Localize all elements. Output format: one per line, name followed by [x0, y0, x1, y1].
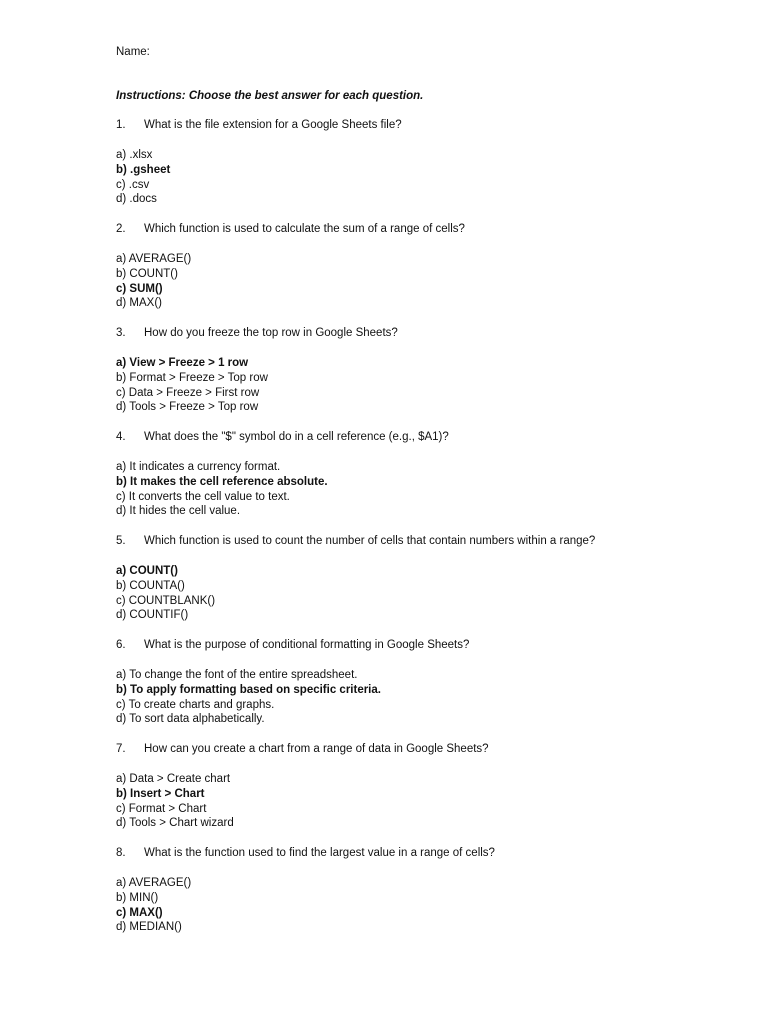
- instructions: Instructions: Choose the best answer for each question.: [116, 90, 424, 102]
- question-number: 5.: [116, 535, 126, 547]
- question-3: [116, 326, 736, 415]
- question-text: How do you freeze the top row in Google Sheets?: [144, 327, 398, 339]
- question-number: 7.: [116, 743, 126, 755]
- question-1: [116, 118, 736, 207]
- answer-option: b) Format > Freeze > Top row: [116, 371, 268, 384]
- question-line: [116, 326, 736, 340]
- answer-option: d) Tools > Freeze > Top row: [116, 401, 259, 414]
- answer-option: b) COUNTA(): [116, 579, 185, 592]
- answer-option: d) MEDIAN(): [116, 921, 182, 934]
- question-2: [116, 222, 736, 311]
- question-number: 2.: [116, 223, 126, 235]
- answer-option: a) AVERAGE(): [116, 253, 192, 265]
- question-line: [116, 534, 736, 548]
- question-text: How can you create a chart from a range of data in Google Sheets?: [144, 743, 489, 755]
- answer-option: c) Data > Freeze > First row: [116, 386, 260, 399]
- answer-options: [116, 252, 736, 311]
- answer-option: d) COUNTIF(): [116, 609, 189, 622]
- question-text: What does the "$" symbol do in a cell reference (e.g., $A1)?: [144, 431, 449, 443]
- correct-answer-option: b) To apply formatting based on specific criteria.: [116, 683, 381, 696]
- answer-option: a) It indicates a currency format.: [116, 461, 281, 473]
- answer-option: d) Tools > Chart wizard: [116, 817, 234, 830]
- answer-option: c) Format > Chart: [116, 802, 207, 815]
- answer-option: a) Data > Create chart: [116, 773, 231, 785]
- answer-option: d) It hides the cell value.: [116, 505, 241, 518]
- question-number: 3.: [116, 327, 126, 339]
- answer-option: a) .xlsx: [116, 149, 153, 161]
- question-line: [116, 742, 736, 756]
- question-number: 8.: [116, 847, 126, 859]
- question-text: Which function is used to count the number of cells that contain numbers within a range?: [144, 535, 596, 547]
- correct-answer-option: c) SUM(): [116, 282, 163, 295]
- answer-option: c) .csv: [116, 178, 150, 191]
- answer-options: [116, 356, 736, 415]
- answer-options: [116, 668, 736, 727]
- question-8: [116, 846, 736, 935]
- answer-option: c) COUNTBLANK(): [116, 594, 216, 607]
- answer-option: d) To sort data alphabetically.: [116, 713, 265, 726]
- question-text: What is the purpose of conditional formatting in Google Sheets?: [144, 639, 470, 651]
- question-4: [116, 430, 736, 519]
- answer-option: a) AVERAGE(): [116, 877, 192, 889]
- question-line: [116, 846, 736, 860]
- question-line: [116, 430, 736, 444]
- answer-option: d) MAX(): [116, 297, 162, 310]
- name-label: Name:: [116, 46, 150, 58]
- question-6: [116, 638, 736, 727]
- answer-options: [116, 460, 736, 519]
- question-line: [116, 222, 736, 236]
- question-7: [116, 742, 736, 831]
- answer-options: [116, 564, 736, 623]
- answer-options: [116, 772, 736, 831]
- answer-option: a) To change the font of the entire spreadsheet.: [116, 669, 358, 681]
- correct-answer-option: a) COUNT(): [116, 565, 178, 577]
- question-number: 4.: [116, 431, 126, 443]
- question-text: What is the function used to find the largest value in a range of cells?: [144, 847, 495, 859]
- question-line: [116, 118, 736, 132]
- answer-option: c) It converts the cell value to text.: [116, 490, 290, 503]
- answer-options: [116, 148, 736, 207]
- correct-answer-option: a) View > Freeze > 1 row: [116, 357, 249, 369]
- correct-answer-option: b) .gsheet: [116, 163, 171, 176]
- correct-answer-option: c) MAX(): [116, 906, 163, 919]
- question-line: [116, 638, 736, 652]
- answer-option: d) .docs: [116, 193, 157, 206]
- question-5: [116, 534, 736, 623]
- question-number: 1.: [116, 119, 126, 131]
- answer-option: c) To create charts and graphs.: [116, 698, 275, 711]
- question-number: 6.: [116, 639, 126, 651]
- correct-answer-option: b) Insert > Chart: [116, 787, 205, 800]
- answer-options: [116, 876, 736, 935]
- answer-option: b) MIN(): [116, 891, 159, 904]
- question-text: What is the file extension for a Google Sheets file?: [144, 119, 402, 131]
- correct-answer-option: b) It makes the cell reference absolute.: [116, 475, 328, 488]
- answer-option: b) COUNT(): [116, 267, 178, 280]
- question-text: Which function is used to calculate the sum of a range of cells?: [144, 223, 465, 235]
